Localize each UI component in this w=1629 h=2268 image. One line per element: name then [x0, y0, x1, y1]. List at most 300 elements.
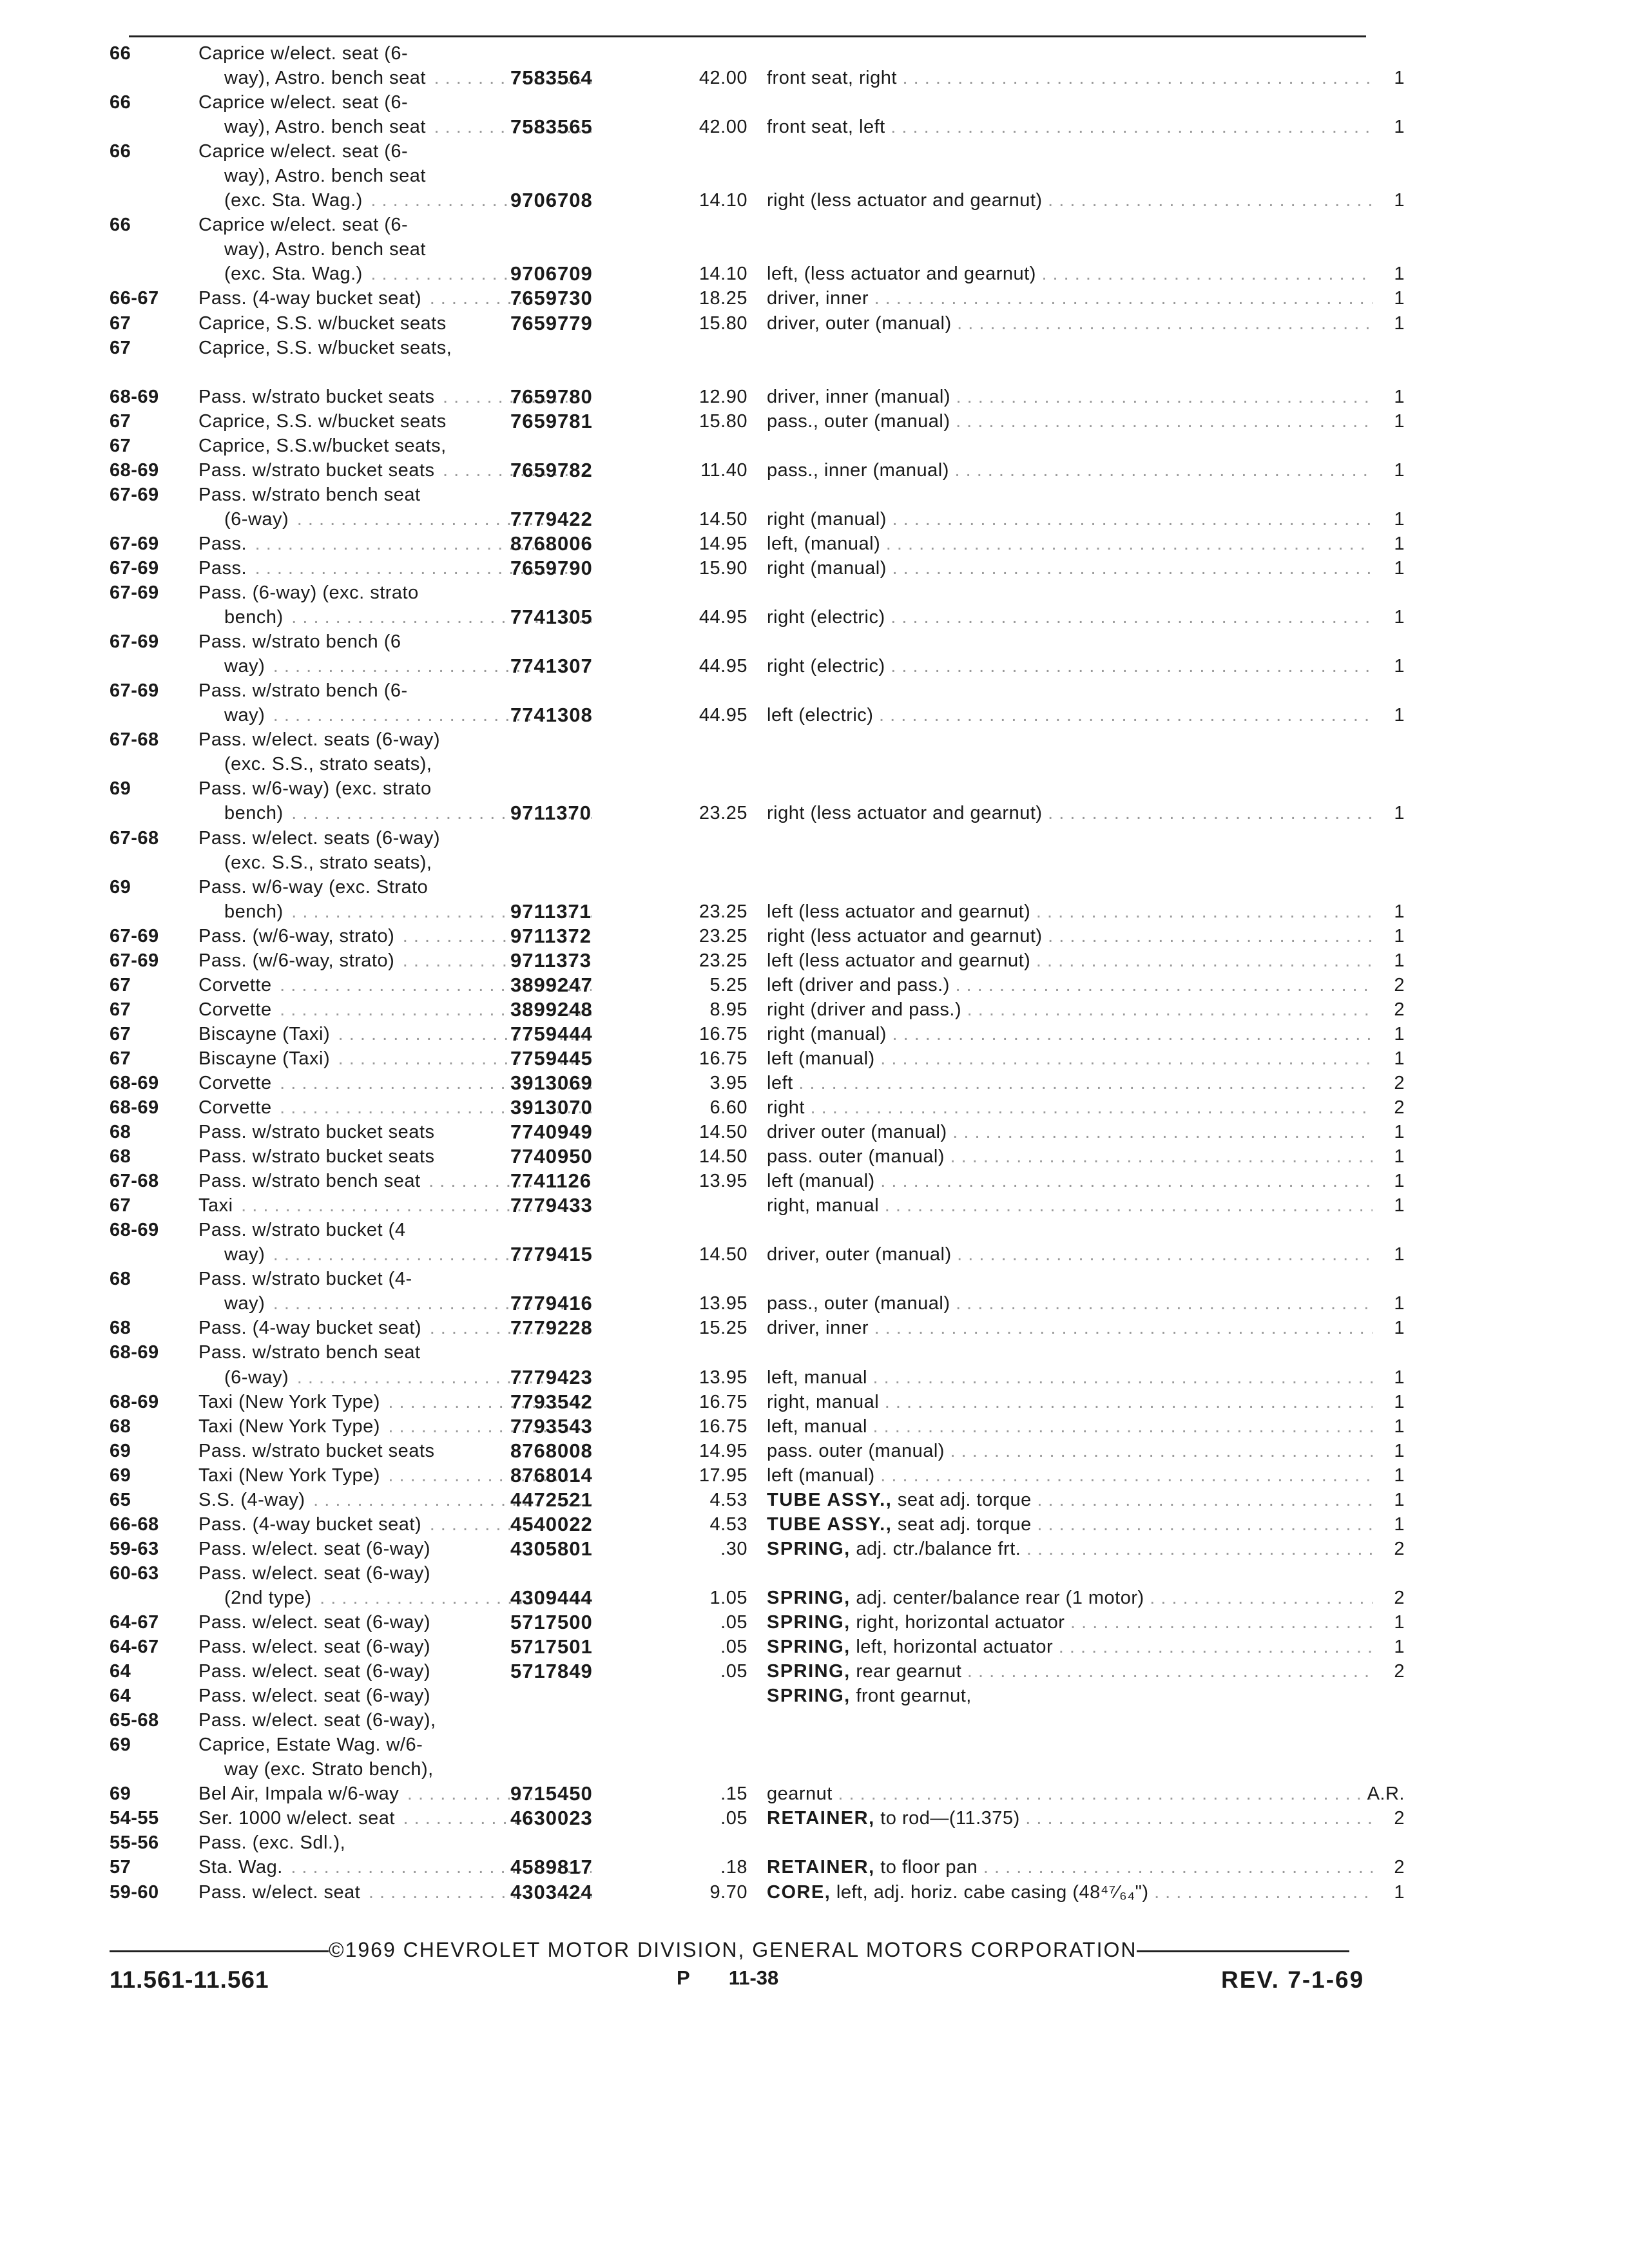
part-number: 5717849	[510, 1660, 593, 1683]
description-text: pass., inner (manual)	[767, 459, 949, 481]
parts-table	[110, 41, 1405, 1905]
model-text: Biscayne (Taxi)	[198, 1023, 331, 1044]
quantity: 1	[1394, 705, 1405, 726]
price: 13.95	[699, 1171, 747, 1192]
quantity: 2	[1394, 1857, 1405, 1878]
table-row	[110, 41, 1398, 66]
model-text: Caprice, S.S. w/bucket seats,	[198, 337, 452, 358]
table-row	[110, 1120, 1405, 1144]
table-row	[110, 581, 1398, 605]
part-number: 7779422	[510, 507, 593, 530]
table-row	[110, 434, 1398, 458]
model-text: Pass. (w/6-way, strato)	[198, 925, 395, 947]
description-text: driver outer (manual)	[767, 1122, 947, 1143]
quantity: 1	[1394, 1489, 1405, 1510]
table-row	[110, 90, 1398, 115]
quantity: 2	[1394, 999, 1405, 1020]
table-row	[110, 654, 1405, 678]
model-year: 67-68	[110, 827, 159, 849]
model-year: 67-68	[110, 729, 159, 751]
price: 14.10	[699, 190, 747, 211]
model-year: 64	[110, 1686, 131, 1707]
footer-page-ref	[677, 1966, 778, 1990]
model-description	[198, 1708, 592, 1733]
description-text: left, (less actuator and gearnut)	[767, 264, 1036, 285]
part-description	[767, 899, 1373, 924]
table-row	[110, 973, 1405, 997]
part-number: 9715450	[510, 1782, 593, 1805]
part-number: 7659780	[510, 385, 593, 408]
model-text: Corvette	[198, 974, 272, 995]
part-number: 7583564	[510, 66, 593, 90]
description-text: pass., outer (manual)	[767, 1293, 950, 1314]
footer-page-number: 11-38	[728, 1966, 779, 1989]
quantity: 1	[1394, 925, 1405, 947]
part-name: SPRING,	[767, 1661, 851, 1682]
model-text: Pass. w/elect. seats (6-way)	[198, 729, 440, 751]
model-year: 65-68	[110, 1710, 159, 1731]
price: .30	[720, 1538, 747, 1559]
model-year: 67-69	[110, 950, 159, 971]
quantity: 1	[1394, 557, 1405, 579]
part-description	[767, 115, 1373, 139]
part-number: 3913069	[510, 1071, 593, 1094]
description-text: right (manual)	[767, 557, 887, 579]
price: 23.25	[699, 803, 747, 824]
model-year: 69	[110, 1735, 131, 1756]
part-description	[767, 1390, 1373, 1414]
model-description	[198, 237, 592, 262]
quantity: 1	[1394, 1637, 1405, 1658]
price: 12.90	[699, 386, 747, 407]
part-number: 7740949	[510, 1120, 593, 1144]
model-text: Pass. w/elect. seat (6-way)	[198, 1661, 430, 1682]
table-row	[110, 507, 1405, 532]
model-year: 67-69	[110, 925, 159, 947]
model-text: Pass. w/strato bucket seats	[198, 1440, 435, 1461]
table-row	[110, 1855, 1405, 1879]
description-text: gearnut	[767, 1783, 833, 1805]
part-number: 4589817	[510, 1856, 593, 1879]
price: 14.95	[699, 1440, 747, 1461]
model-text: Pass. w/strato bench seat	[198, 484, 421, 505]
part-name: CORE,	[767, 1881, 831, 1903]
description-text: pass. outer (manual)	[767, 1440, 945, 1461]
part-description	[767, 1365, 1373, 1390]
price: 13.95	[699, 1367, 747, 1388]
model-text: way)	[224, 1244, 265, 1265]
price: 14.50	[699, 1244, 747, 1265]
price: 3.95	[709, 1072, 747, 1093]
model-year: 67	[110, 337, 131, 358]
model-year: 67	[110, 1023, 131, 1044]
description-text: right (driver and pass.)	[767, 999, 962, 1020]
description-text: adj. center/balance rear (1 motor)	[856, 1587, 1144, 1608]
description-text: rear gearnut	[856, 1661, 962, 1682]
quantity: 1	[1394, 1440, 1405, 1461]
model-text: Corvette	[198, 999, 272, 1020]
model-description	[198, 875, 592, 899]
model-text: S.S. (4-way)	[198, 1489, 305, 1510]
model-text: Pass. w/elect. seat (6-way)	[198, 1612, 430, 1633]
description-text: right (less actuator and gearnut)	[767, 803, 1043, 824]
price: 14.95	[699, 533, 747, 554]
model-text: (exc. S.S., strato seats),	[224, 852, 432, 873]
model-text: bench)	[224, 901, 284, 922]
part-name: TUBE ASSY.,	[767, 1514, 892, 1535]
model-description	[198, 139, 592, 164]
description-text: left (manual)	[767, 1465, 875, 1486]
table-row	[110, 850, 1398, 875]
model-text: Caprice, S.S. w/bucket seats	[198, 312, 447, 334]
model-year: 69	[110, 1783, 131, 1805]
part-name: SPRING,	[767, 1637, 851, 1658]
price: .18	[720, 1857, 747, 1878]
quantity: 2	[1394, 1538, 1405, 1559]
price: 15.80	[699, 312, 747, 334]
quantity: 1	[1394, 656, 1405, 677]
part-description	[767, 1169, 1373, 1193]
footer-copyright-line	[110, 1938, 1379, 1966]
model-text: Pass. (exc. Sdl.),	[198, 1832, 346, 1854]
quantity: 1	[1394, 459, 1405, 481]
description-text: left (manual)	[767, 1171, 875, 1192]
table-row	[110, 1071, 1405, 1095]
part-number: 8768006	[510, 532, 593, 555]
part-description	[767, 605, 1373, 629]
model-year: 69	[110, 876, 131, 898]
price: 11.40	[700, 459, 747, 481]
model-year: 59-60	[110, 1881, 159, 1903]
model-year: 68	[110, 1122, 131, 1143]
part-description	[767, 262, 1373, 286]
quantity: 2	[1394, 1097, 1405, 1119]
table-row	[110, 801, 1405, 825]
model-text: Pass. (w/6-way, strato)	[198, 950, 395, 971]
quantity: 1	[1394, 312, 1405, 334]
price: 8.95	[709, 999, 747, 1020]
table-row	[110, 1488, 1405, 1512]
table-row	[110, 1291, 1405, 1316]
model-description	[198, 434, 592, 458]
quantity: 1	[1394, 1391, 1405, 1412]
table-row	[110, 826, 1398, 850]
model-text: Pass. w/6-way (exc. Strato	[198, 876, 429, 898]
quantity: 1	[1394, 288, 1405, 309]
model-text: Pass. w/elect. seat (6-way),	[198, 1710, 436, 1731]
table-row	[110, 1046, 1405, 1071]
price: 9.70	[709, 1881, 747, 1903]
model-description	[198, 678, 592, 703]
footer-section: P	[677, 1966, 690, 1989]
part-name: RETAINER,	[767, 1857, 875, 1878]
table-row	[110, 752, 1398, 776]
part-description	[767, 1463, 1373, 1488]
model-year: 64	[110, 1661, 131, 1682]
model-text: Pass. w/strato bucket (4-	[198, 1269, 412, 1290]
model-year: 68-69	[110, 386, 159, 407]
description-text: left, horizontal actuator	[856, 1637, 1054, 1658]
table-row	[110, 556, 1405, 581]
model-year: 68-69	[110, 1072, 159, 1093]
model-description	[198, 90, 592, 115]
price: 16.75	[699, 1391, 747, 1412]
price: 5.25	[709, 974, 747, 995]
price: .05	[720, 1661, 747, 1682]
quantity: 1	[1394, 190, 1405, 211]
model-description	[198, 826, 592, 850]
model-text: (exc. Sta. Wag.)	[224, 264, 363, 285]
model-year: 67-69	[110, 533, 159, 554]
table-row	[110, 727, 1398, 752]
table-row	[110, 1586, 1405, 1610]
table-row	[110, 1708, 1398, 1733]
part-number: 7779423	[510, 1365, 593, 1389]
model-text: Pass. (4-way bucket seat)	[198, 288, 422, 309]
model-year: 66	[110, 92, 131, 113]
description-text: right	[767, 1097, 805, 1119]
table-row	[110, 1463, 1405, 1488]
table-row	[110, 1831, 1398, 1855]
model-year: 68-69	[110, 1220, 159, 1241]
model-year: 67	[110, 974, 131, 995]
part-number: 7779228	[510, 1316, 593, 1340]
part-description	[767, 1095, 1373, 1120]
description-text: left	[767, 1072, 793, 1093]
model-text: (2nd type)	[224, 1587, 312, 1608]
model-text: Corvette	[198, 1072, 272, 1093]
model-year: 68-69	[110, 459, 159, 481]
part-number: 4540022	[510, 1512, 593, 1535]
part-description	[767, 1586, 1373, 1610]
model-year: 67	[110, 410, 131, 432]
model-text: Pass. w/strato bucket seats	[198, 1122, 435, 1143]
price: 23.25	[699, 950, 747, 971]
description-text: left, manual	[767, 1416, 867, 1437]
part-description	[767, 532, 1373, 556]
quantity: 1	[1394, 1881, 1405, 1903]
model-year: 68-69	[110, 1391, 159, 1412]
part-number: 9711373	[510, 948, 592, 972]
table-row	[110, 1512, 1405, 1537]
model-year: 66-68	[110, 1514, 159, 1535]
part-name: SPRING,	[767, 1538, 851, 1559]
table-row	[110, 1095, 1405, 1120]
part-description	[767, 1071, 1373, 1095]
model-description	[198, 213, 592, 237]
description-text: right, manual	[767, 1391, 880, 1412]
model-year: 67-69	[110, 680, 159, 702]
model-year: 67-69	[110, 582, 159, 604]
model-text: Caprice, S.S. w/bucket seats	[198, 410, 447, 432]
part-number: 8768008	[510, 1439, 593, 1462]
model-description	[198, 1757, 592, 1782]
description-text: right (electric)	[767, 607, 885, 628]
part-description	[767, 1880, 1373, 1905]
part-name: TUBE ASSY.,	[767, 1489, 892, 1510]
model-year: 67-69	[110, 557, 159, 579]
part-description	[767, 1316, 1373, 1340]
model-description	[198, 727, 592, 752]
price: 16.75	[699, 1416, 747, 1437]
description-text: right (electric)	[767, 656, 885, 677]
part-description	[767, 1855, 1373, 1879]
model-text: way), Astro. bench seat	[224, 68, 426, 89]
description-text: left (electric)	[767, 705, 874, 726]
price: 1.05	[709, 1587, 747, 1608]
part-number: 5717500	[510, 1611, 593, 1633]
footer-rule-left	[110, 1950, 329, 1952]
model-text: Pass. w/strato bench seat	[198, 1171, 421, 1192]
part-number: 4630023	[510, 1807, 593, 1830]
description-text: driver, inner	[767, 1318, 869, 1339]
quantity: 1	[1394, 1171, 1405, 1192]
price: 44.95	[699, 705, 747, 726]
model-description	[198, 850, 592, 875]
part-number: 7741308	[510, 704, 593, 727]
table-row	[110, 605, 1405, 629]
part-description	[767, 1242, 1373, 1267]
model-description	[198, 164, 592, 188]
model-text: Pass. w/elect. seat	[198, 1881, 361, 1903]
table-row	[110, 1218, 1398, 1242]
description-text: driver, outer (manual)	[767, 312, 952, 334]
part-description	[767, 556, 1373, 581]
table-row	[110, 1635, 1405, 1659]
model-description	[198, 776, 592, 801]
price: 14.10	[699, 264, 747, 285]
quantity: 1	[1394, 1244, 1405, 1265]
table-row	[110, 1610, 1405, 1635]
footer-copyright: ©1969 CHEVROLET MOTOR DIVISION, GENERAL MOTORS CORPORATION	[329, 1938, 1137, 1961]
price: 42.00	[699, 117, 747, 138]
model-text: (6-way)	[224, 1367, 289, 1388]
table-row	[110, 385, 1405, 409]
model-text: way)	[224, 1293, 265, 1314]
table-row	[110, 1733, 1398, 1757]
model-text: Biscayne (Taxi)	[198, 1048, 331, 1069]
price: 23.25	[699, 901, 747, 922]
price: 17.95	[699, 1465, 747, 1486]
model-year: 64-67	[110, 1612, 159, 1633]
price: 18.25	[699, 288, 747, 309]
table-row	[110, 115, 1405, 139]
part-description	[767, 286, 1373, 311]
part-number: 3899248	[510, 997, 593, 1021]
price: .05	[720, 1808, 747, 1829]
table-row	[110, 1782, 1405, 1806]
price: 13.95	[699, 1293, 747, 1314]
model-text: Pass. w/strato bucket seats	[198, 386, 435, 407]
table-row	[110, 1242, 1405, 1267]
model-text: Pass. w/elect. seats (6-way)	[198, 827, 440, 849]
model-description	[198, 483, 592, 507]
description-text: driver, inner	[767, 288, 869, 309]
part-number: 7741307	[510, 655, 593, 678]
footer-group-number: 11.561-11.561	[110, 1966, 269, 1993]
price: 44.95	[699, 656, 747, 677]
model-description	[198, 1684, 592, 1708]
quantity: 1	[1394, 1195, 1405, 1216]
part-number: 7779433	[510, 1194, 593, 1217]
part-description	[767, 924, 1373, 948]
part-number: 7793543	[510, 1414, 593, 1437]
model-text: Taxi	[198, 1195, 233, 1216]
part-description	[767, 973, 1373, 997]
table-row	[110, 262, 1405, 286]
top-rule	[129, 35, 1366, 37]
quantity: 1	[1394, 1146, 1405, 1168]
part-description	[767, 1022, 1373, 1046]
model-description	[198, 41, 592, 66]
model-text: (exc. Sta. Wag.)	[224, 190, 363, 211]
model-year: 68	[110, 1146, 131, 1168]
part-description	[767, 458, 1373, 483]
part-number: 7659779	[510, 311, 593, 334]
part-number: 4472521	[510, 1488, 593, 1511]
description-text: front seat, left	[767, 117, 885, 138]
part-number: 3913070	[510, 1096, 593, 1119]
model-year: 66-67	[110, 288, 159, 309]
description-text: left (less actuator and gearnut)	[767, 901, 1031, 922]
table-row	[110, 1390, 1405, 1414]
model-text: Caprice w/elect. seat (6-	[198, 43, 409, 64]
part-description	[767, 1488, 1373, 1512]
table-row	[110, 1880, 1405, 1905]
quantity: 2	[1394, 1661, 1405, 1682]
part-name: SPRING,	[767, 1587, 851, 1608]
model-text: Caprice, Estate Wag. w/6-	[198, 1735, 423, 1756]
description-text: seat adj. torque	[897, 1514, 1032, 1535]
description-text: front gearnut,	[856, 1686, 972, 1707]
part-number: 7779415	[510, 1243, 593, 1266]
price: 16.75	[699, 1048, 747, 1069]
quantity: 1	[1394, 1023, 1405, 1044]
quantity: A.R.	[1367, 1783, 1405, 1805]
part-description	[767, 1684, 1373, 1708]
part-description	[767, 997, 1373, 1022]
model-text: Bel Air, Impala w/6-way	[198, 1783, 400, 1805]
model-text: Pass. w/strato bucket seats	[198, 1146, 435, 1168]
model-year: 57	[110, 1857, 131, 1878]
table-row	[110, 629, 1398, 654]
part-description	[767, 1193, 1373, 1218]
model-text: Taxi (New York Type)	[198, 1416, 380, 1437]
part-description	[767, 654, 1373, 678]
model-text: bench)	[224, 803, 284, 824]
price: 15.90	[699, 557, 747, 579]
part-number: 7659782	[510, 458, 593, 481]
model-text: Caprice w/elect. seat (6-	[198, 215, 409, 236]
model-text: Pass. w/6-way) (exc. strato	[198, 778, 432, 800]
part-description	[767, 66, 1373, 90]
model-text: Pass. w/strato bucket (4	[198, 1220, 406, 1241]
table-row	[110, 997, 1405, 1022]
part-description	[767, 1046, 1373, 1071]
part-number: 7779416	[510, 1292, 593, 1315]
price: .05	[720, 1637, 747, 1658]
description-text: left (driver and pass.)	[767, 974, 950, 995]
quantity: 2	[1394, 1072, 1405, 1093]
part-number: 7741126	[510, 1169, 592, 1193]
model-text: Ser. 1000 w/elect. seat	[198, 1808, 395, 1829]
description-text: pass., outer (manual)	[767, 410, 950, 432]
part-number: 9711372	[510, 924, 592, 947]
table-row	[110, 409, 1405, 434]
model-text: Pass. (4-way bucket seat)	[198, 1514, 422, 1535]
model-year: 67	[110, 435, 131, 456]
model-text: (exc. S.S., strato seats),	[224, 754, 432, 775]
